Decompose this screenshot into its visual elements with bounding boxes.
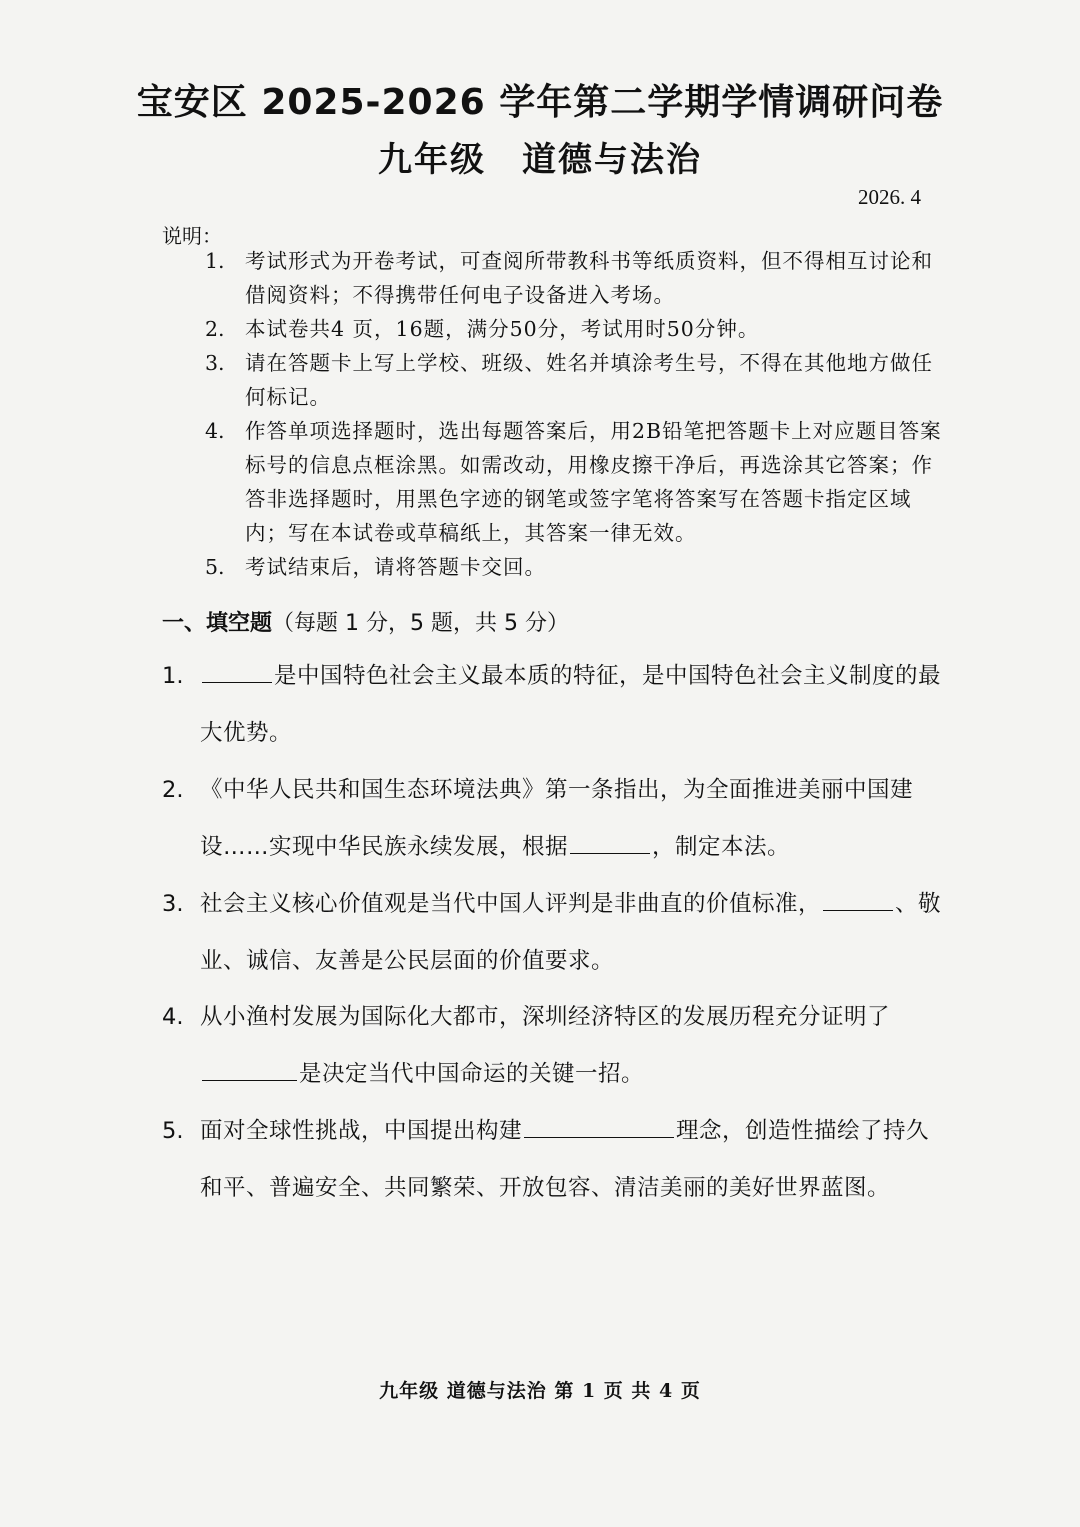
question-number: 2.	[162, 777, 184, 803]
note-text: 作答单项选择题时，选出每题答案后，用2B铅笔把答题卡上对应题目答案标号的信息点框涂黑。如需改动，用橡皮擦干净后，再选涂其它答案；作答非选择题时，用黑色字迹的钢笔或签字笔将答案写在答题卡指定区域内；写在本试卷或草稿纸上，其答案一律无效。	[245, 419, 942, 545]
note-number: 2.	[205, 317, 225, 341]
grade-label: 九年级	[378, 140, 486, 180]
note-item	[205, 244, 950, 312]
section-points: （每题 1 分，5 题，共 5 分）	[272, 611, 569, 636]
question-text: 理念，创造性描绘了持久和平、普遍安全、共同繁荣、开放包容、清洁美丽的美好世界蓝图。	[200, 1118, 930, 1201]
question-text: 社会主义核心价值观是当代中国人评判是非曲直的价值标准，	[200, 891, 822, 917]
exam-title: 宝安区 2025-2026 学年第二学期学情调研问卷	[136, 82, 944, 123]
question-number: 1.	[162, 663, 184, 689]
question-5	[162, 1103, 952, 1217]
exam-date: 2026. 4	[858, 185, 921, 209]
section-title: 一、填空题	[162, 611, 273, 636]
question-text: 面对全球性挑战，中国提出构建	[200, 1118, 523, 1144]
question-3	[162, 876, 952, 990]
exam-subtitle	[0, 132, 1080, 181]
note-number: 5.	[205, 555, 225, 579]
note-text: 考试结束后，请将答题卡交回。	[245, 555, 546, 579]
note-item	[205, 550, 950, 584]
subject-label: 道德与法治	[522, 140, 702, 180]
question-text: 是决定当代中国命运的关键一招。	[299, 1061, 645, 1087]
page-footer: 九年级 道德与法治 第 1 页 共 4 页	[379, 1380, 701, 1402]
question-text: ，制定本法。	[652, 834, 791, 860]
answer-blank	[823, 886, 893, 911]
note-number: 1.	[205, 249, 225, 273]
question-number: 5.	[162, 1118, 184, 1144]
note-text: 本试卷共4 页，16题，满分50分，考试用时50分钟。	[245, 317, 760, 341]
question-4	[162, 989, 952, 1103]
note-text: 请在答题卡上写上学校、班级、姓名并填涂考生号，不得在其他地方做任何标记。	[245, 351, 933, 409]
answer-blank	[202, 1056, 297, 1081]
note-item	[205, 346, 950, 414]
note-number: 3.	[205, 351, 225, 375]
note-item	[205, 414, 950, 550]
answer-blank	[202, 658, 272, 683]
section-heading	[162, 606, 569, 637]
question-text: 、敬业、诚信、友善是公民层面的价值要求。	[200, 891, 942, 974]
answer-blank	[570, 829, 650, 854]
question-text: 《中华人民共和国生态环境法典》第一条指出，为全面推进美丽中国建设……实现中华民族永续发展，根据	[200, 777, 914, 860]
answer-blank	[524, 1113, 674, 1138]
question-number: 3.	[162, 891, 184, 917]
note-number: 4.	[205, 419, 225, 443]
question-2	[162, 762, 952, 876]
question-1	[162, 648, 952, 762]
notes-list	[205, 244, 950, 584]
question-text: 是中国特色社会主义最本质的特征，是中国特色社会主义制度的最大优势。	[200, 663, 942, 746]
question-number: 4.	[162, 1004, 184, 1030]
notes-label: 说明：	[162, 224, 222, 248]
note-text: 考试形式为开卷考试，可查阅所带教科书等纸质资料，但不得相互讨论和借阅资料；不得携带任何电子设备进入考场。	[245, 249, 933, 307]
note-item	[205, 312, 950, 346]
question-text: 从小渔村发展为国际化大都市，深圳经济特区的发展历程充分证明了	[200, 1004, 891, 1030]
